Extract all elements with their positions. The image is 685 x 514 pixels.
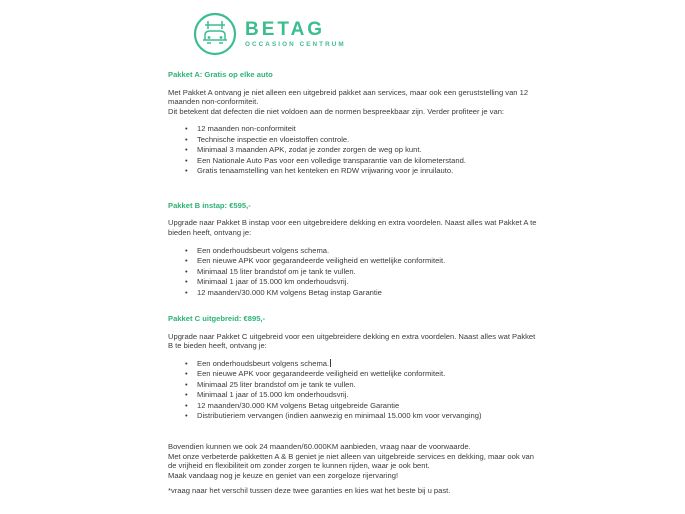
bullet-item: • Minimaal 1 jaar of 15.000 km onderhoudsvrij. xyxy=(185,277,542,288)
section-pakket-c xyxy=(168,314,542,422)
closing-line: Met onze verbeterde pakketten A & B geniet je niet alleen van uitgebreide services en dekking, maar ook van de vrijheid en flexibiliteit om zonder zorgen te kunnen rijden, waar je ook bent. xyxy=(168,451,534,471)
bullet-item: • Een nieuwe APK voor gegarandeerde veiligheid en wettelijke conformiteit. xyxy=(185,369,542,380)
closing-line: Bovendien kunnen we ook 24 maanden/60.000KM aanbieden, vraag naar de voorwaarde. xyxy=(168,441,471,451)
section-heading-pakket-a: Pakket A: Gratis op elke auto xyxy=(168,70,273,79)
car-lift-circle-icon xyxy=(193,12,237,56)
bullet-text: Een onderhoudsbeurt volgens schema. xyxy=(197,358,330,368)
bullet-item: • Een onderhoudsbeurt volgens schema. xyxy=(185,246,542,257)
bullet-item: • 12 maanden non-conformiteit xyxy=(185,124,542,135)
bullet-item: • 12 maanden/30.000 KM volgens Betag uitgebreide Garantie xyxy=(185,401,542,412)
bullet-item: • Minimaal 15 liter brandstof om je tank te vullen. xyxy=(185,267,542,278)
bullet-item: • 12 maanden/30.000 KM volgens Betag instap Garantie xyxy=(185,288,542,299)
bullet-list xyxy=(168,124,542,177)
section-paragraphs xyxy=(168,332,542,351)
closing-paragraph xyxy=(168,442,542,480)
logo-text xyxy=(245,20,346,48)
betag-logo xyxy=(193,12,542,56)
bullet-list xyxy=(168,359,542,422)
section-paragraph: Dit betekent dat defecten die niet voldoen aan de normen bespreekbaar zijn. Verder profiteer je van: xyxy=(168,106,505,116)
section-heading-pakket-c: Pakket C uitgebreid: €895,- xyxy=(168,314,266,324)
bullet-item xyxy=(185,359,542,370)
bullet-item: • Minimaal 3 maanden APK, zodat je zonder zorgen de weg op kunt. xyxy=(185,145,542,156)
bullet-item: • Minimaal 25 liter brandstof om je tank te vullen. xyxy=(185,380,542,391)
document-body xyxy=(168,0,542,496)
section-paragraph: Upgrade naar Pakket B instap voor een uitgebreidere dekking en extra voordelen. Naast alles wat Pakket A te bieden heeft, ontvang je: xyxy=(168,218,537,238)
section-paragraph: Met Pakket A ontvang je niet alleen een uitgebreid pakket aan services, maar ook een geruststelling van 12 maanden non-conformiteit. xyxy=(168,87,529,107)
bullet-item: • Technische inspectie en vloeistoffen controle. xyxy=(185,135,542,146)
brand-subtitle: OCCASION CENTRUM xyxy=(245,41,346,48)
section-paragraphs xyxy=(168,218,542,237)
section-pakket-a xyxy=(168,70,542,177)
bullet-item: • Minimaal 1 jaar of 15.000 km onderhoudsvrij. xyxy=(185,390,542,401)
section-paragraphs xyxy=(168,88,542,117)
bullet-list xyxy=(168,246,542,299)
bullet-item: • Distributieriem vervangen (indien aanwezig en minimaal 15.000 km voor vervanging) xyxy=(185,411,542,422)
section-pakket-b xyxy=(168,201,542,298)
bullet-item: • Gratis tenaamstelling van het kenteken en RDW vrijwaring voor je inruilauto. xyxy=(185,166,542,177)
bullet-item: • Een nieuwe APK voor gegarandeerde veiligheid en wettelijke conformiteit. xyxy=(185,256,542,267)
footnote: *vraag naar het verschil tussen deze twee garanties en kies wat het beste bij u past. xyxy=(168,486,451,496)
text-caret xyxy=(330,359,331,367)
bullet-item: • Een Nationale Auto Pas voor een volledige transparantie van de kilometerstand. xyxy=(185,156,542,167)
closing-line: Maak vandaag nog je keuze en geniet van een zorgeloze rijervaring! xyxy=(168,470,399,480)
brand-name: BETAG xyxy=(245,19,326,40)
section-paragraph: Upgrade naar Pakket C uitgebreid voor een uitgebreidere dekking en extra voordelen. Naast alles wat Pakket B te bieden heeft, ontvang je: xyxy=(168,331,536,351)
section-heading-pakket-b: Pakket B instap: €595,- xyxy=(168,200,251,210)
